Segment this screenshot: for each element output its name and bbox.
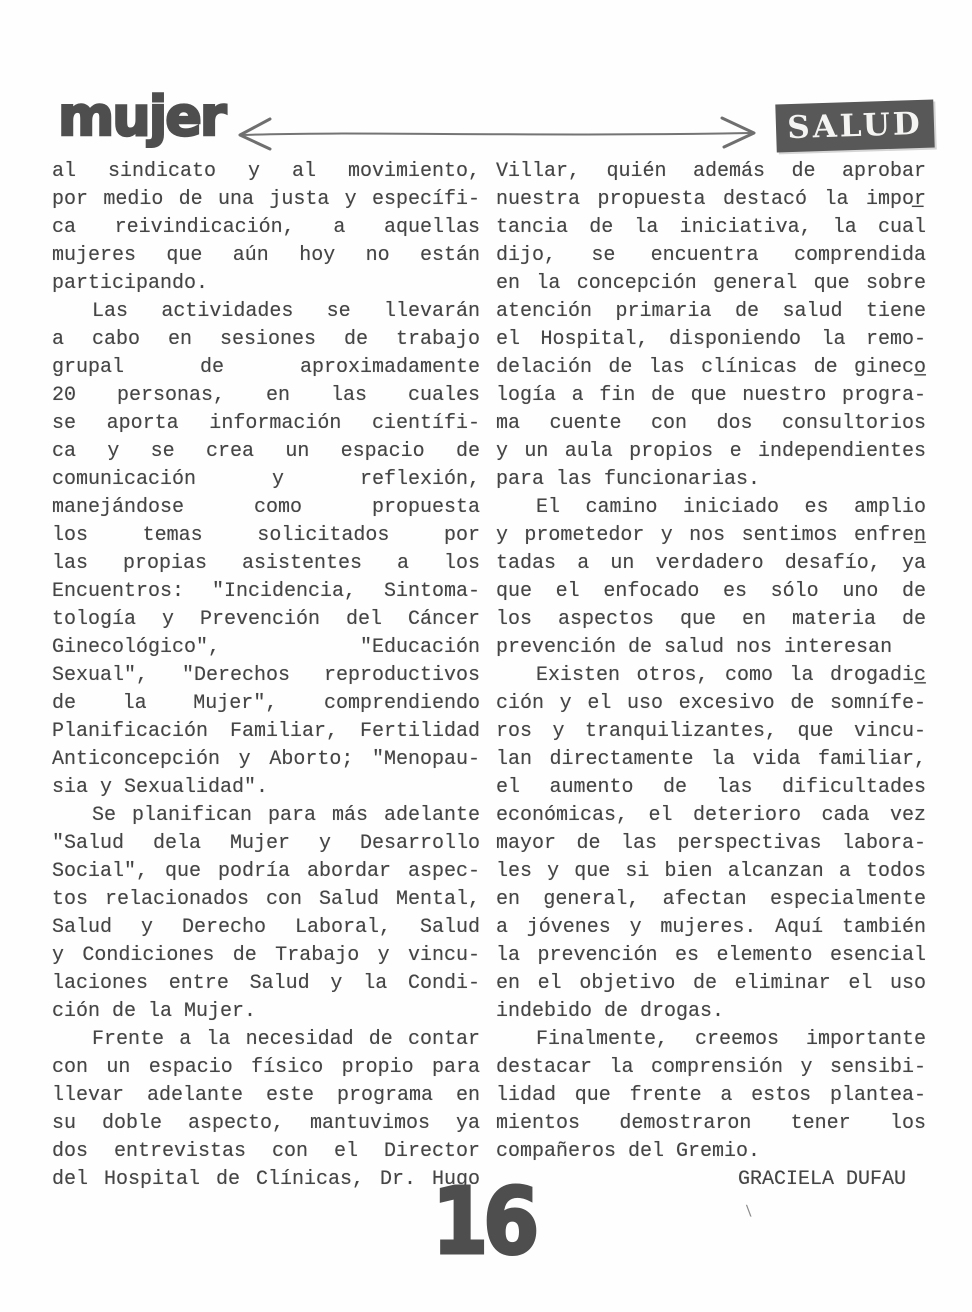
text-line: participando. (52, 272, 209, 295)
text-line: tos relacionados con Salud Mental, (52, 888, 480, 911)
double-arrow-icon (228, 106, 788, 156)
text-line: Las actividades se llevarán (92, 300, 480, 323)
text-line: Existen otros, como la drogadic̲ (536, 664, 926, 687)
text-line: ma cuente con dos consultorios (496, 412, 926, 435)
text-line: el aumento de las dificultades (496, 776, 926, 799)
text-line: atención primaria de salud tiene (496, 300, 926, 323)
text-line: económicas, el deterioro cada vez (496, 804, 926, 827)
text-line: Se planifican para más adelante (92, 804, 480, 827)
text-line: los aspectos que en materia de (496, 608, 926, 631)
text-line: que el enfocado es sólo uno de (496, 580, 926, 603)
text-line: Salud y Derecho Laboral, Salud (52, 916, 480, 939)
byline: GRACIELA DUFAU (737, 1168, 906, 1191)
text-line: su doble aspecto, mantuvimos ya (52, 1112, 480, 1135)
text-line: dijo, se encuentra comprendida (496, 244, 926, 267)
column-left (52, 158, 480, 1194)
text-line: ca reivindicación, a aquellas (52, 216, 480, 239)
text-line: la prevención es elemento esencial (496, 944, 926, 967)
text-line: ros y tranquilizantes, que vincu- (496, 720, 926, 743)
text-line: Planificación Familiar, Fertilidad (52, 720, 480, 743)
text-line: Encuentros: "Incidencia, Sintoma- (52, 580, 480, 603)
text-line: las propias asistentes a los (52, 552, 480, 575)
text-line: delación de las clínicas de gineco̲ (496, 356, 926, 379)
text-line: en general, afectan especialmente (496, 888, 926, 911)
text-line: llevar adelante este programa en (52, 1084, 480, 1107)
text-line: sia y Sexualidad". (52, 776, 269, 799)
text-line: logía a fin de que nuestro progra- (496, 384, 926, 407)
text-line: y un aula propios e independientes (496, 440, 926, 463)
text-line: prevención de salud nos interesan (496, 636, 893, 659)
text-line: en la concepción general que sobre (496, 272, 926, 295)
text-line: destacar la comprensión y sensibi- (496, 1056, 926, 1079)
text-line: ca y se crea un espacio de (52, 440, 480, 463)
text-line: lan directamente la vida familiar, (496, 748, 926, 771)
text-line: y Condiciones de Trabajo y vincu- (52, 944, 480, 967)
text-line: dos entrevistas con el Director (52, 1140, 480, 1163)
stray-mark: \ (742, 1203, 755, 1222)
text-line: mujeres que aún hoy no están (52, 244, 480, 267)
text-line: les y que si bien alcanzan a todos (496, 860, 926, 883)
mujer-wordmark: mujer (58, 85, 225, 148)
text-line: tancia de la iniciativa, la cual (496, 216, 926, 239)
text-line: El camino iniciado es amplio (536, 496, 926, 519)
text-line: a cabo en sesiones de trabajo (52, 328, 480, 351)
text-line: los temas solicitados por (52, 524, 480, 547)
text-line: grupal de aproximadamente (52, 356, 480, 379)
text-line: indebido de drogas. (496, 1000, 725, 1023)
text-line: Anticoncepción y Aborto; "Menopau- (52, 748, 480, 771)
text-line: del Hospital de Clínicas, Dr. Hugo (52, 1168, 480, 1191)
text-line: ción y el uso excesivo de somnífe- (496, 692, 926, 715)
text-line: manejándose como propuesta (52, 496, 480, 519)
text-line: al sindicato y al movimiento, (52, 160, 480, 183)
text-line: y prometedor y nos sentimos enfren̲ (496, 524, 926, 547)
text-line: tadas a un verdadero desafío, ya (496, 552, 926, 575)
text-line: 20 personas, en las cuales (52, 384, 480, 407)
text-line: mientos demostraron tener los (496, 1112, 926, 1135)
text-line: mayor de las perspectivas labora- (496, 832, 926, 855)
text-line: el Hospital, disponiendo la remo- (496, 328, 926, 351)
text-line: de la Mujer", comprendiendo (52, 692, 480, 715)
column-right (496, 158, 926, 1194)
text-line: en el objetivo de eliminar el uso (496, 972, 926, 995)
text-line: Finalmente, creemos importante (536, 1028, 926, 1051)
text-line: Sexual", "Derechos reproductivos (52, 664, 480, 687)
text-line: ción de la Mujer. (52, 1000, 257, 1023)
text-line: se aporta información científi- (52, 412, 480, 435)
text-line: Frente a la necesidad de contar (92, 1028, 480, 1051)
text-line: comunicación y reflexión, (52, 468, 480, 491)
text-line: con un espacio físico propio para (52, 1056, 480, 1079)
text-line: Ginecológico", "Educación (52, 636, 480, 659)
text-line: por medio de una justa y específi- (52, 188, 480, 211)
text-line: para las funcionarias. (496, 468, 761, 491)
text-line: a jóvenes y mujeres. Aquí también (496, 916, 926, 939)
text-line: Villar, quién además de aprobar (496, 160, 926, 183)
text-line: laciones entre Salud y la Condi- (52, 972, 480, 995)
text-line: lidad que frente a estos plantea- (496, 1084, 926, 1107)
page-number: 16 (432, 1168, 535, 1275)
text-line: "Salud dela Mujer y Desarrollo (52, 832, 480, 855)
text-line: tología y Prevención del Cáncer (52, 608, 480, 631)
salud-stamp: SALUD (775, 100, 934, 153)
text-line: compañeros del Gremio. (496, 1140, 761, 1163)
text-line: Social", que podría abordar aspec- (52, 860, 480, 883)
text-line: nuestra propuesta destacó la impor̲ (496, 188, 926, 211)
